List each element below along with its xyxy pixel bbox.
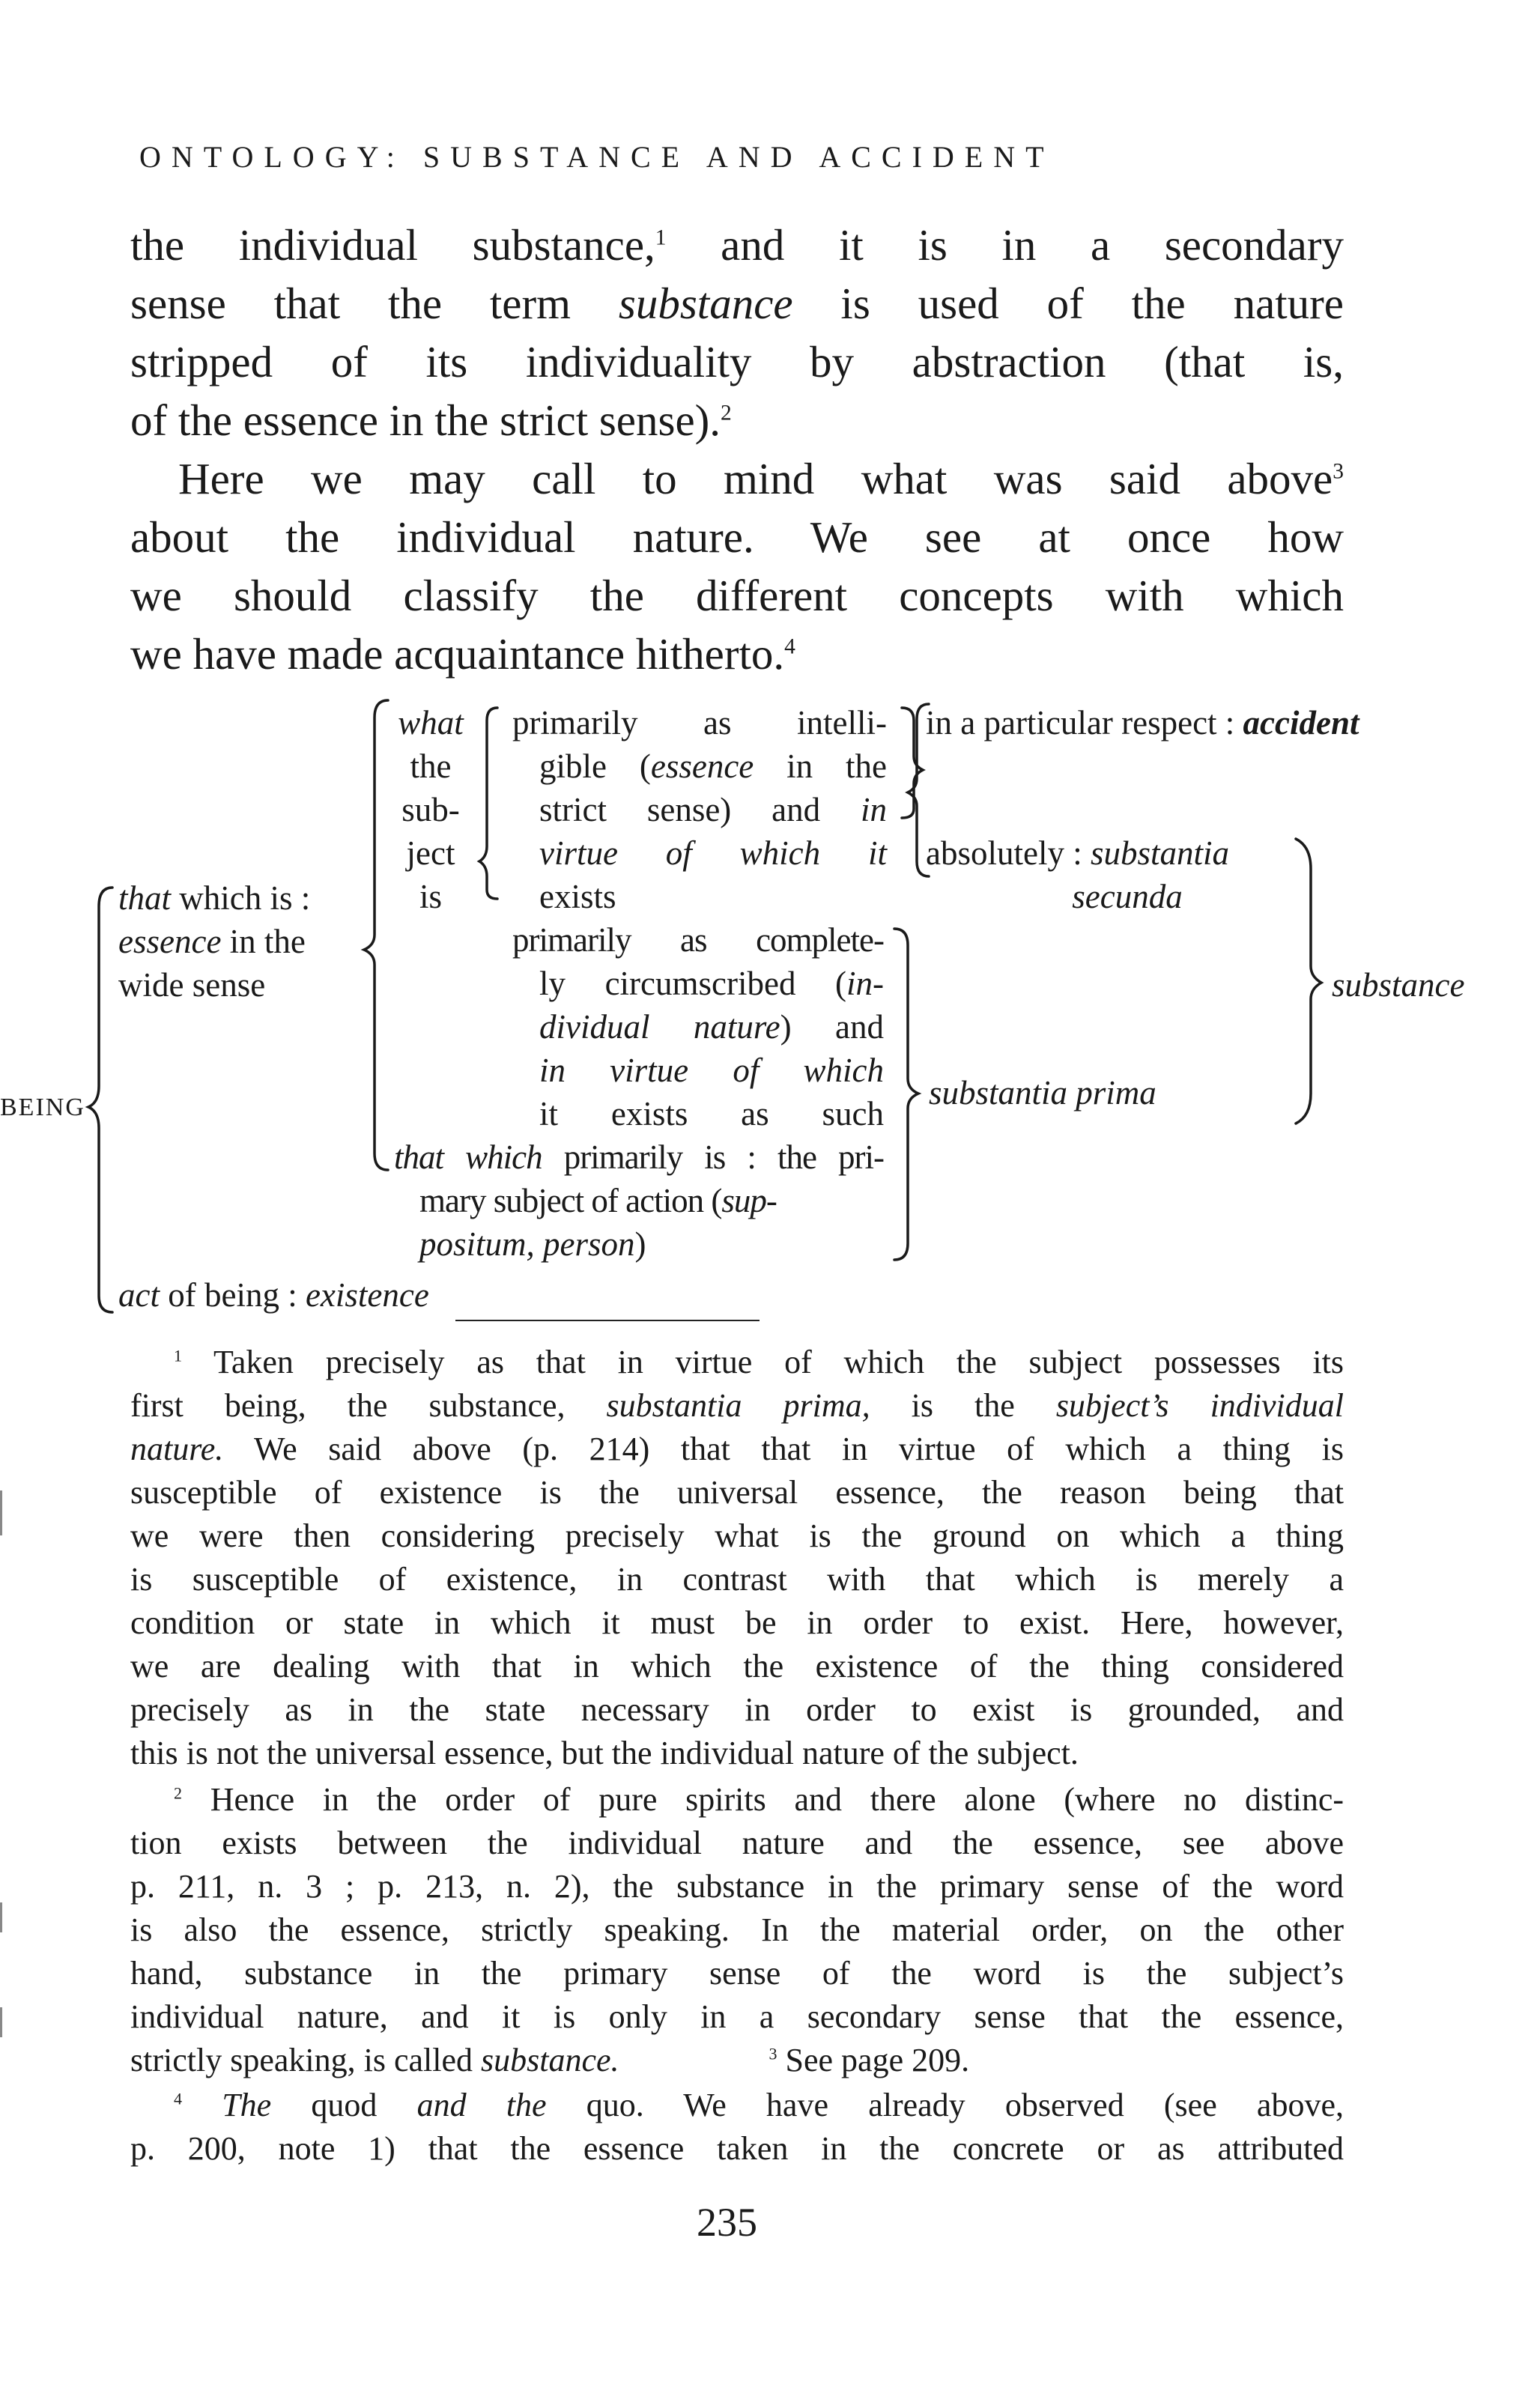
footnote-line: $^4$ The quod and the quo. We have already observed (see above, [174,2087,1344,2123]
footnote-line: hand, substance in the primary sense of the word is the subject’s [130,1955,1344,1992]
body-line: we have made acquaintance hitherto.$^4$ [130,629,795,679]
footnote-rule [455,1320,760,1321]
the: the [410,747,452,785]
that-which-is: that which is : [118,879,311,917]
essence-in-the: essence in the [118,923,306,960]
body-line: of the essence in the strict sense).$^2$ [130,395,732,445]
primarily-as-intelligible: primarily as intelli- [512,704,887,741]
is: is [419,878,442,915]
that-which-primarily-is: that which primarily is : the pri- [394,1138,884,1176]
dividual-line: dividual nature) and [539,1008,884,1046]
gible-line: gible (essence in the [539,747,887,785]
footnote-line: $^1$ Taken precisely as that in virtue of which the subject possesses its [174,1344,1344,1380]
complete-line: primarily as complete- [512,921,884,959]
ject: ject [406,834,455,872]
body-line: sense that the term substance is used of the nature [130,279,1344,328]
footnote-line: p. 200, note 1) that the essence taken in the concrete or as attributed [130,2130,1344,2167]
body-line: about the individual nature. We see at once how [130,512,1344,562]
footnote-line: strictly speaking, is called substance. $^3$ See page 209. [130,2042,970,2078]
footnote-line: is also the essence, strictly speaking. In the material order, on the other [130,1911,1344,1948]
footnote-ref: 3 [1333,459,1344,484]
footnote-line: first being, the substance, substantia prima, is the subject’s individual [130,1387,1344,1424]
being-label: BEING [0,1094,85,1121]
footnote-line: this is not the universal essence, but the individual nature of the subject. [130,1735,1079,1771]
footnote-ref: 1 [655,225,667,250]
gutter-mark [0,2007,2,2037]
footnote-line: $^2$ Hence in the order of pure spirits and there alone (where no distinc- [174,1781,1344,1818]
footnote-ref: 4 [784,634,795,659]
suppositum-line: positum, person) [419,1225,646,1263]
primary-subject-line: mary subject of action (sup- [419,1182,777,1219]
running-head: ONTOLOGY: SUBSTANCE AND ACCIDENT [139,140,1055,174]
virtue-line: virtue of which it [539,834,887,872]
footnote-line: condition or state in which it must be in order to exist. Here, however, [130,1604,1344,1641]
footnote-line: individual nature, and it is only in a secondary sense that the essence, [130,1998,1344,2035]
in-virtue-line: in virtue of which [539,1052,884,1089]
footnote-line: precisely as in the state necessary in order to exist is grounded, and [130,1691,1344,1728]
footnote-line: tion exists between the individual nature and the essence, see above [130,1825,1344,1861]
body-line: Here we may call to mind what was said above$^3$ [178,454,1344,503]
act-of-being: act of being : existence [118,1276,429,1314]
page-number: 235 [697,2200,757,2245]
footnote-line: we are dealing with that in which the existence of the thing considered [130,1648,1344,1684]
substance-label: substance [1332,966,1465,1004]
gutter-mark [0,1902,2,1932]
body-line: stripped of its individuality by abstraction (that is, [130,337,1344,386]
body-line: we should classify the different concepts with which [130,571,1344,620]
footnote-ref: 2 [721,401,732,425]
exists-as-such: it exists as such [539,1095,884,1132]
secunda: secunda [1072,878,1183,915]
body-line: the individual substance,$^1$ and it is in a secondary [130,220,1344,270]
footnote-line: susceptible of existence is the universal essence, the reason being that [130,1474,1344,1511]
footnote-line: is susceptible of existence, in contrast with that which is merely a [130,1561,1344,1598]
absolutely: absolutely : substantia [926,834,1230,872]
substantia-prima: substantia prima [929,1074,1156,1111]
wide-sense: wide sense [118,966,266,1004]
footnote-line: we were then considering precisely what is the ground on which a thing [130,1517,1344,1554]
gutter-mark [0,1490,2,1535]
particular-respect: in a particular respect : accident [926,704,1359,741]
strict-line: strict sense) and in [539,791,887,828]
footnote-line: p. 211, n. 3 ; p. 213, n. 2), the substance in the primary sense of the word [130,1868,1344,1905]
circumscribed-line: ly circumscribed (in- [539,965,884,1002]
exists: exists [539,878,616,915]
what: what [398,704,464,741]
sub: sub- [401,791,460,828]
footnote-line: nature. We said above (p. 214) that that in virtue of which a thing is [130,1431,1344,1467]
